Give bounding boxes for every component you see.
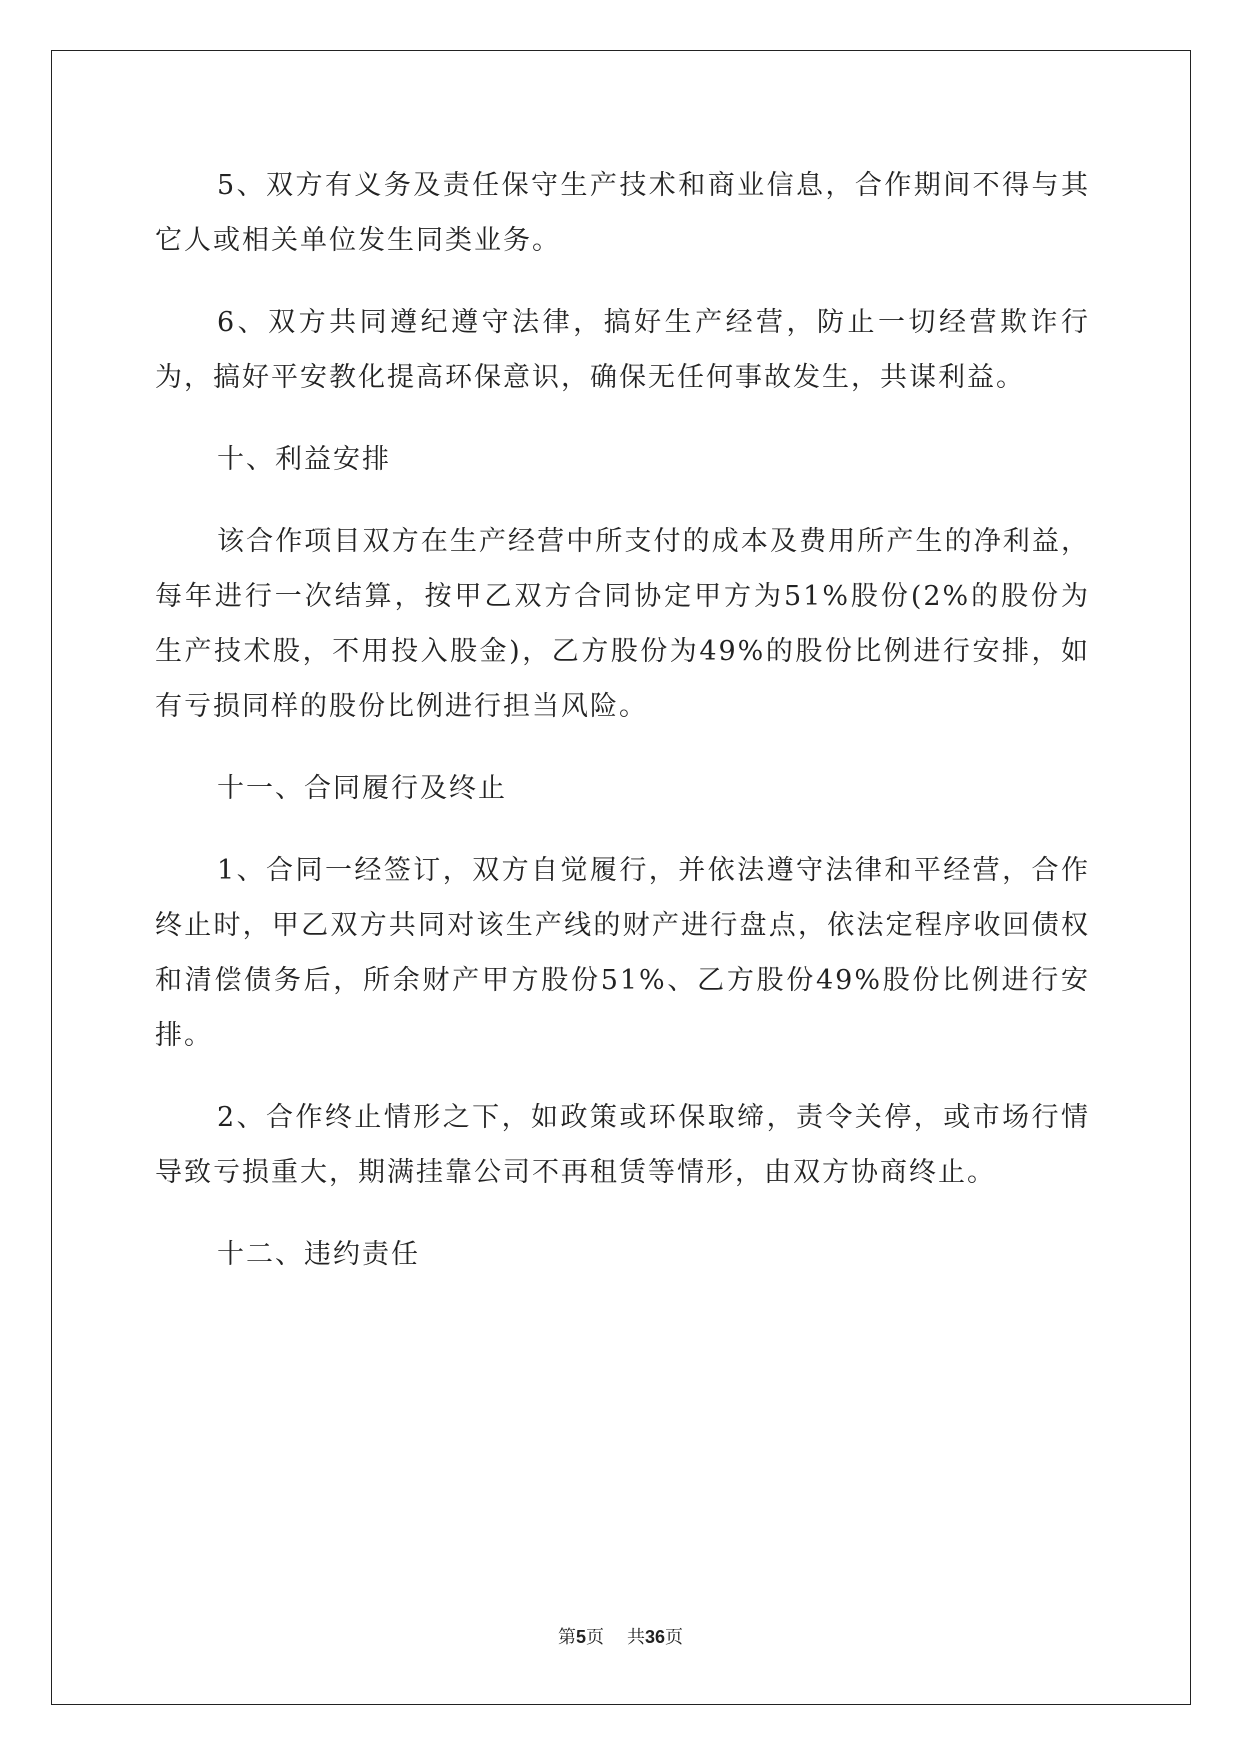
page-prefix: 第 [558, 1627, 577, 1648]
page-number: 5 [576, 1627, 587, 1647]
paragraph-clause-5: 5、双方有义务及责任保守生产技术和商业信息，合作期间不得与其它人或相关单位发生同类业务。 [155, 170, 1090, 256]
section-heading-breach: 十二、违约责任 [217, 1239, 420, 1270]
page-suffix: 页 [586, 1627, 605, 1648]
paragraph-clause-6: 6、双方共同遵纪遵守法律，搞好生产经营，防止一切经营欺诈行为，搞好平安教化提高环保意识，确保无任何事故发生，共谋利益。 [155, 307, 1090, 393]
section-heading-performance: 十一、合同履行及终止 [217, 773, 507, 804]
section-heading-benefit: 十、利益安排 [217, 444, 391, 475]
document-body [155, 158, 1090, 1309]
paragraph-performance-1: 1、合同一经签订，双方自觉履行，并依法遵守法律和平经营，合作终止时，甲乙双方共同对该生产线的财产进行盘点，依法定程序收回债权和清偿债务后，所余财产甲方股份51%、乙方股份49%股份比例进行安排。 [155, 855, 1090, 1051]
total-pages: 36 [644, 1627, 665, 1647]
total-prefix: 共 [626, 1627, 645, 1648]
paragraph-performance-2: 2、合作终止情形之下，如政策或环保取缔，责令关停，或市场行情导致亏损重大，期满挂靠公司不再租赁等情形，由双方协商终止。 [155, 1102, 1090, 1188]
total-suffix: 页 [664, 1627, 683, 1648]
page-footer [0, 1623, 1241, 1649]
paragraph-benefit: 该合作项目双方在生产经营中所支付的成本及费用所产生的净利益，每年进行一次结算，按甲乙双方合同协定甲方为51%股份(2%的股份为生产技术股，不用投入股金)，乙方股份为49%的股份比例进行安排，如有亏损同样的股份比例进行担当风险。 [155, 526, 1090, 722]
